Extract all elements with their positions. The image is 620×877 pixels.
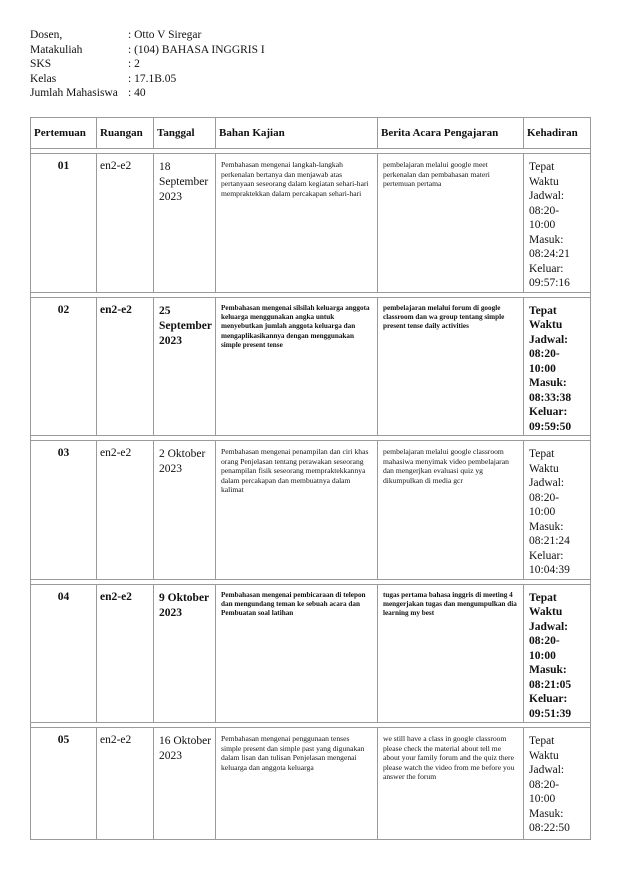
cell-kehadiran bbox=[524, 154, 591, 293]
kehadiran-line: 08:21:05 bbox=[529, 678, 572, 691]
cell-kehadiran bbox=[524, 728, 591, 840]
info-value: : Otto V Siregar bbox=[128, 29, 202, 41]
cell-tanggal: 2 Oktober 2023 bbox=[154, 441, 216, 580]
info-value: : 17.1B.05 bbox=[128, 72, 177, 85]
kehadiran-line: Masuk: bbox=[529, 664, 567, 676]
header-berita-acara: Berita Acara Pengajaran bbox=[378, 118, 524, 149]
table-header-row bbox=[31, 118, 591, 149]
cell-tanggal: 16 Oktober 2023 bbox=[154, 728, 216, 840]
info-matakuliah bbox=[30, 43, 265, 58]
table-row bbox=[31, 728, 591, 840]
cell-pertemuan: 03 bbox=[31, 441, 97, 580]
kehadiran-line: Jadwal: bbox=[529, 190, 565, 202]
kehadiran-line: Tepat bbox=[529, 161, 555, 173]
kehadiran-line: 08:20- bbox=[529, 778, 560, 791]
info-kelas bbox=[30, 72, 265, 87]
kehadiran-line: Waktu bbox=[529, 606, 563, 618]
info-jumlah-mahasiswa bbox=[30, 86, 265, 101]
kehadiran-line: 09:51:39 bbox=[529, 707, 572, 720]
cell-bahan-kajian: Pembahasan mengenai silsilah keluarga anggota keluarga menggunakan angka untuk menyebutkan jumlah anggota keluarga dan mengaplikasikannya dengan menggunakan simple present tense bbox=[216, 297, 378, 436]
cell-berita-acara: pembelajaran melalui google classroom mahasiwa menyimak video pembelajaran dan mengerjkan evaluasi quiz yg dikumpulkan di media gcr bbox=[378, 441, 524, 580]
cell-berita-acara: pembelajaran melalui forum di google classroom dan wa group tentang simple present tense daily activities bbox=[378, 297, 524, 436]
kehadiran-line: 10:04:39 bbox=[529, 564, 570, 576]
info-label: Jumlah Mahasiswa bbox=[30, 87, 118, 99]
kehadiran-line: Tepat bbox=[529, 304, 557, 317]
table-row bbox=[31, 154, 591, 293]
info-value: : 2 bbox=[128, 58, 140, 70]
kehadiran-line: Waktu bbox=[529, 175, 559, 188]
cell-berita-acara: tugas pertama bahasa inggris di meeting 4 mengerjakan tugas dan mengumpulkan dia learning my best bbox=[378, 584, 524, 723]
header-tanggal: Tanggal bbox=[154, 118, 216, 149]
cell-tanggal: 9 Oktober 2023 bbox=[154, 584, 216, 723]
header-bahan-kajian: Bahan Kajian bbox=[216, 118, 378, 149]
kehadiran-line: 08:24:21 bbox=[529, 248, 570, 260]
kehadiran-line: 10:00 bbox=[529, 362, 556, 375]
kehadiran-line: Keluar: bbox=[529, 693, 568, 705]
cell-ruangan: en2-e2 bbox=[97, 584, 154, 723]
cell-ruangan: en2-e2 bbox=[97, 154, 154, 293]
table-row bbox=[31, 584, 591, 723]
info-sks bbox=[30, 57, 265, 72]
kehadiran-line: Tepat bbox=[529, 735, 555, 747]
kehadiran-line: 08:33:38 bbox=[529, 391, 572, 404]
info-label: SKS bbox=[30, 58, 52, 70]
kehadiran-line: Tepat bbox=[529, 448, 555, 460]
kehadiran-line: 09:57:16 bbox=[529, 277, 570, 289]
cell-bahan-kajian: Pembahasan mengenai penggunaan tenses simple present dan simple past yang digunakan dalam lisan dan tulisan Penjelasan mengenai keluarga dan anggota keluarga bbox=[216, 728, 378, 840]
kehadiran-line: 09:59:50 bbox=[529, 420, 572, 433]
kehadiran-line: Waktu bbox=[529, 319, 563, 331]
table-row bbox=[31, 297, 591, 436]
cell-berita-acara: pembelajaran melalui google meet perkenalan dan pembahasan materi pertemuan pertama bbox=[378, 154, 524, 293]
cell-tanggal: 25 September 2023 bbox=[154, 297, 216, 436]
cell-pertemuan: 02 bbox=[31, 297, 97, 436]
cell-ruangan: en2-e2 bbox=[97, 297, 154, 436]
attendance-table bbox=[30, 117, 591, 840]
kehadiran-line: 10:00 bbox=[529, 506, 556, 518]
kehadiran-line: Keluar: bbox=[529, 406, 568, 418]
cell-pertemuan: 05 bbox=[31, 728, 97, 840]
cell-berita-acara: we still have a class in google classroom please check the material about tell me about your family forum and the quiz there please watch the video from me before you answer the forum bbox=[378, 728, 524, 840]
header-pertemuan: Pertemuan bbox=[31, 118, 97, 149]
cell-ruangan: en2-e2 bbox=[97, 728, 154, 840]
cell-ruangan: en2-e2 bbox=[97, 441, 154, 580]
kehadiran-line: Masuk: bbox=[529, 233, 564, 246]
kehadiran-line: Keluar: bbox=[529, 262, 564, 275]
info-label: Matakuliah bbox=[30, 43, 83, 56]
kehadiran-line: Masuk: bbox=[529, 807, 564, 820]
kehadiran-line: 08:20- bbox=[529, 491, 560, 504]
kehadiran-line: Masuk: bbox=[529, 377, 567, 389]
kehadiran-line: Jadwal: bbox=[529, 477, 565, 489]
kehadiran-line: 08:21:24 bbox=[529, 535, 570, 547]
kehadiran-line: Waktu bbox=[529, 462, 559, 475]
cell-pertemuan: 04 bbox=[31, 584, 97, 723]
info-label: Dosen, bbox=[30, 29, 63, 41]
kehadiran-line: 08:20- bbox=[529, 204, 560, 217]
cell-bahan-kajian: Pembahasan mengenai pembicaraan di telepon dan mengundang teman ke sebuah acara dan Pembuatan soal latihan bbox=[216, 584, 378, 723]
cell-bahan-kajian: Pembahasan mengenai penampilan dan ciri khas orang Penjelasan tentang perawakan seseorang penampilan fisik seseorang mempraktekkannya dalam percakapan dan membuatnya dalam kalimat bbox=[216, 441, 378, 580]
kehadiran-line: 08:20- bbox=[529, 348, 560, 360]
kehadiran-line: Jadwal: bbox=[529, 333, 568, 346]
info-value: : 40 bbox=[128, 87, 146, 99]
kehadiran-line: Keluar: bbox=[529, 549, 564, 562]
cell-bahan-kajian: Pembahasan mengenai langkah-langkah perkenalan bertanya dan menjawab atas pertanyaan seseorang dalam kegiatan sehari-hari mempraktekkan dalam percakapan sehari-hari bbox=[216, 154, 378, 293]
document-info bbox=[30, 28, 265, 101]
info-dosen bbox=[30, 28, 265, 43]
cell-kehadiran bbox=[524, 297, 591, 436]
kehadiran-line: Waktu bbox=[529, 749, 559, 762]
cell-pertemuan: 01 bbox=[31, 154, 97, 293]
kehadiran-line: 10:00 bbox=[529, 219, 556, 231]
kehadiran-line: Tepat bbox=[529, 591, 557, 604]
info-value: : (104) BAHASA INGGRIS I bbox=[128, 43, 265, 56]
header-ruangan: Ruangan bbox=[97, 118, 154, 149]
kehadiran-line: Jadwal: bbox=[529, 620, 568, 633]
kehadiran-line: 08:22:50 bbox=[529, 822, 570, 834]
info-label: Kelas bbox=[30, 72, 57, 85]
cell-tanggal: 18 September 2023 bbox=[154, 154, 216, 293]
kehadiran-line: Masuk: bbox=[529, 520, 564, 533]
cell-kehadiran bbox=[524, 441, 591, 580]
table-row bbox=[31, 441, 591, 580]
kehadiran-line: 08:20- bbox=[529, 635, 560, 647]
kehadiran-line: 10:00 bbox=[529, 649, 556, 662]
header-kehadiran: Kehadiran bbox=[524, 118, 591, 149]
kehadiran-line: Jadwal: bbox=[529, 764, 565, 776]
cell-kehadiran bbox=[524, 584, 591, 723]
kehadiran-line: 10:00 bbox=[529, 793, 556, 805]
